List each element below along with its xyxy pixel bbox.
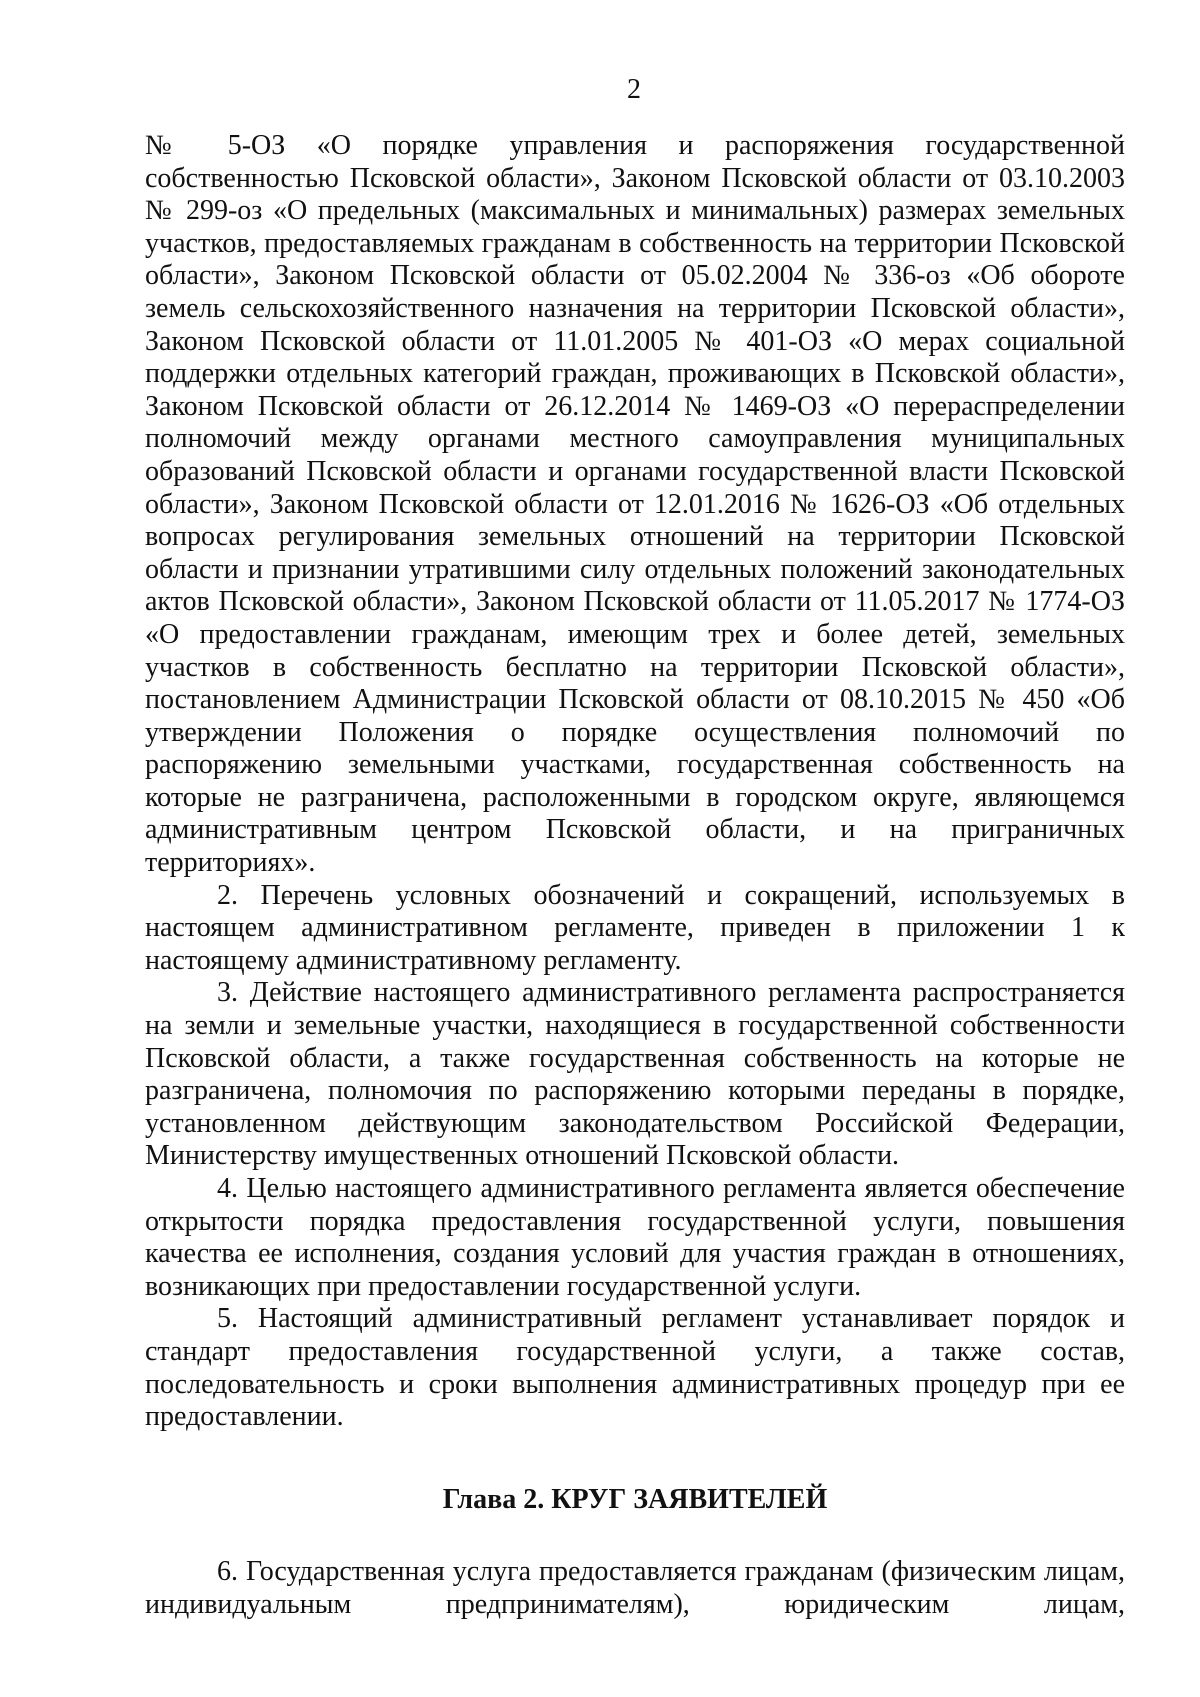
chapter-heading: Глава 2. КРУГ ЗАЯВИТЕЛЕЙ <box>442 1483 828 1515</box>
paragraph-3: 3. Действие настоящего административного регламента распространяется на земли и земельные участки, находящиеся в государственной собственности Псковской области, а также государственная собственность на которые не разграничена, полномочия по распоряжению которыми переданы в порядке, установленном действующим законодательством Российской Федерации, Министерству имущественных отношений Псковской области. <box>145 977 1125 1172</box>
paragraph-6: 6. Государственная услуга предоставляется гражданам (физическим лицам, индивидуальным предпринимателям), юридическим лицам, <box>145 1556 1125 1620</box>
document-body <box>145 130 1125 1622</box>
paragraph-2: 2. Перечень условных обозначений и сокращений, используемых в настоящем административном регламенте, приведен в приложении 1 к настоящему административному регламенту. <box>145 879 1125 976</box>
paragraph-4: 4. Целью настоящего административного регламента является обеспечение открытости порядка предоставления государственной услуги, повышения качества ее исполнения, создания условий для участия граждан в отношениях, возникающих при предоставлении государственной услуги. <box>145 1173 1125 1302</box>
paragraph-5: 5. Настоящий административный регламент устанавливает порядок и стандарт предоставления государственной услуги, а также состав, последовательность и сроки выполнения административных процедур при ее предоставлении. <box>145 1303 1125 1433</box>
paragraph-continued: № 5-ОЗ «О порядке управления и распоряжения государственной собственностью Псковской области», Законом Псковской области от 03.10.2003 № 299-оз «О предельных (максимальных и минимальных) размерах земельных участков, предоставляемых гражданам в собственность на территории Псковской области», Законом Псковской области от 05.02.2004 № 336-оз «Об обороте земель сельскохозяйственного назначения на территории Псковской области», Законом Псковской области от 11.01.2005 № 401-ОЗ «О мерах социальной поддержки отдельных категорий граждан, проживающих в Псковской области», Законом Псковской области от 26.12.2014 № 1469-ОЗ «О перераспределении полномочий между органами местного самоуправления муниципальных образований Псковской области и органами государственной власти Псковской области», Законом Псковской области от 12.01.2016 № 1626-ОЗ «Об отдельных вопросах регулирования земельных отношений на территории Псковской области и признании утратившими силу отдельных положений законодательных актов Псковской области», Законом Псковской области от 11.05.2017 № 1774-ОЗ «О предоставлении гражданам, имеющим трех и более детей, земельных участков в собственность бесплатно на территории Псковской области», постановлением Администрации Псковской области от 08.10.2015 № 450 «Об утверждении Положения о порядке осуществления полномочий по распоряжению земельными участками, государственная собственность на которые не разграничена, расположенными в городском округе, являющемся административным центром Псковской области, и на приграничных территориях». <box>145 130 1125 879</box>
page-number: 2 <box>627 74 641 105</box>
